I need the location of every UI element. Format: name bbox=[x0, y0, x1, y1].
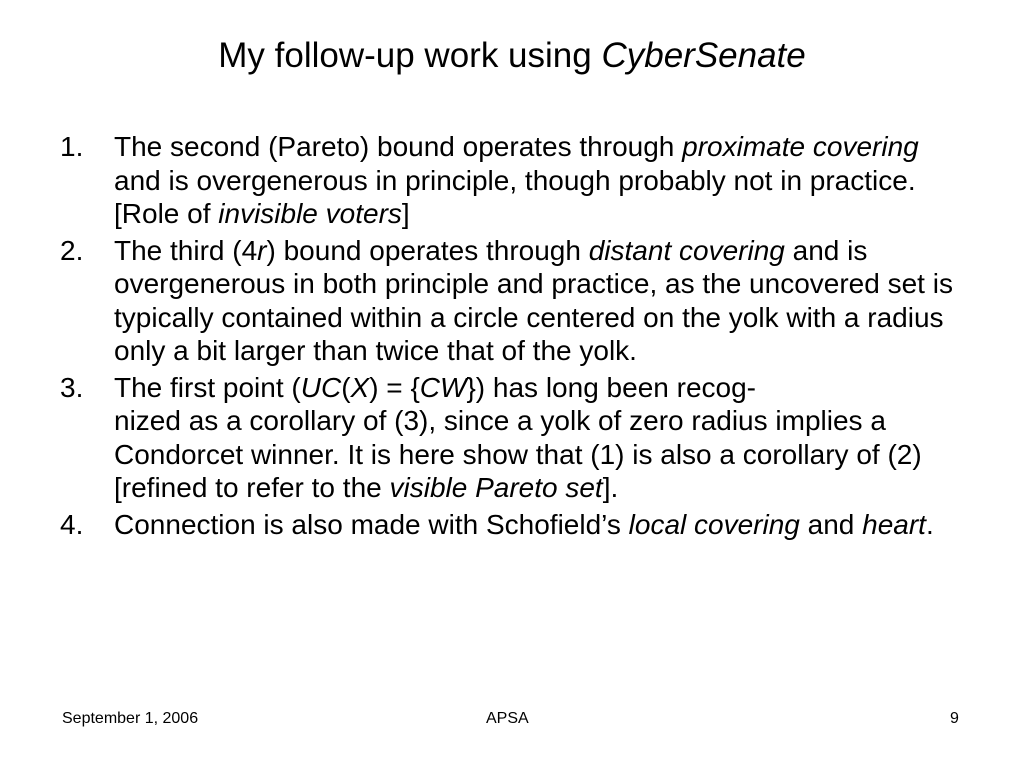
item-text: Connection is also made with Schofield’s bbox=[114, 508, 629, 540]
list-item bbox=[60, 234, 960, 368]
item-text: nized as a corollary of (3), since a yolk of zero radius implies a Condorcet winner. It is here show that (1) is also a corollary of (2) [refined to refer to the bbox=[114, 405, 922, 503]
slide-title bbox=[0, 34, 1024, 78]
item-emphasis: visible Pareto set bbox=[389, 472, 603, 503]
list-item-number: 3. bbox=[60, 371, 84, 403]
item-emphasis: r bbox=[257, 234, 267, 266]
list-item-number: 4. bbox=[60, 508, 84, 540]
item-emphasis: proximate covering bbox=[682, 131, 919, 162]
item-emphasis: invisible voters bbox=[218, 198, 402, 229]
list-item-number: 2. bbox=[60, 234, 84, 266]
item-text: and is overgenerous in both principle and practice, as the uncovered set is typically contained within a circle centered on the yolk with a radius only a bit larger than twice that of the yolk. bbox=[114, 234, 953, 366]
slide-title-emphasis: CyberSenate bbox=[601, 36, 806, 75]
list-item bbox=[60, 130, 960, 231]
item-text: ] bbox=[401, 198, 410, 229]
item-emphasis: UC bbox=[300, 371, 342, 403]
list-item-number: 1. bbox=[60, 131, 84, 162]
item-text: The third (4 bbox=[114, 234, 258, 266]
footer-event: APSA bbox=[486, 710, 529, 727]
item-text: ) bound operates through bbox=[266, 234, 589, 266]
item-emphasis: distant covering bbox=[588, 234, 785, 266]
list-item bbox=[60, 371, 960, 505]
item-emphasis: X bbox=[350, 371, 370, 403]
item-text: ]. bbox=[602, 472, 619, 503]
numbered-list bbox=[60, 130, 960, 544]
item-text: }) has long been recog- bbox=[466, 371, 756, 403]
item-emphasis: local covering bbox=[628, 508, 800, 540]
item-emphasis: heart bbox=[862, 508, 926, 540]
list-item bbox=[60, 508, 960, 542]
item-text: ) = { bbox=[369, 371, 420, 403]
item-text: ( bbox=[341, 371, 351, 403]
item-text: and bbox=[799, 508, 863, 540]
item-text: . bbox=[925, 508, 934, 540]
footer-page-number: 9 bbox=[950, 710, 959, 727]
item-text: and is overgenerous in principle, though probably not in practice. [Role of bbox=[114, 164, 916, 229]
item-text: The second (Pareto) bound operates through bbox=[114, 131, 683, 162]
item-emphasis: CW bbox=[419, 371, 467, 403]
footer-date: September 1, 2006 bbox=[62, 710, 199, 727]
item-text: The first point ( bbox=[114, 371, 301, 403]
slide-title-text: My follow-up work using bbox=[218, 36, 602, 75]
